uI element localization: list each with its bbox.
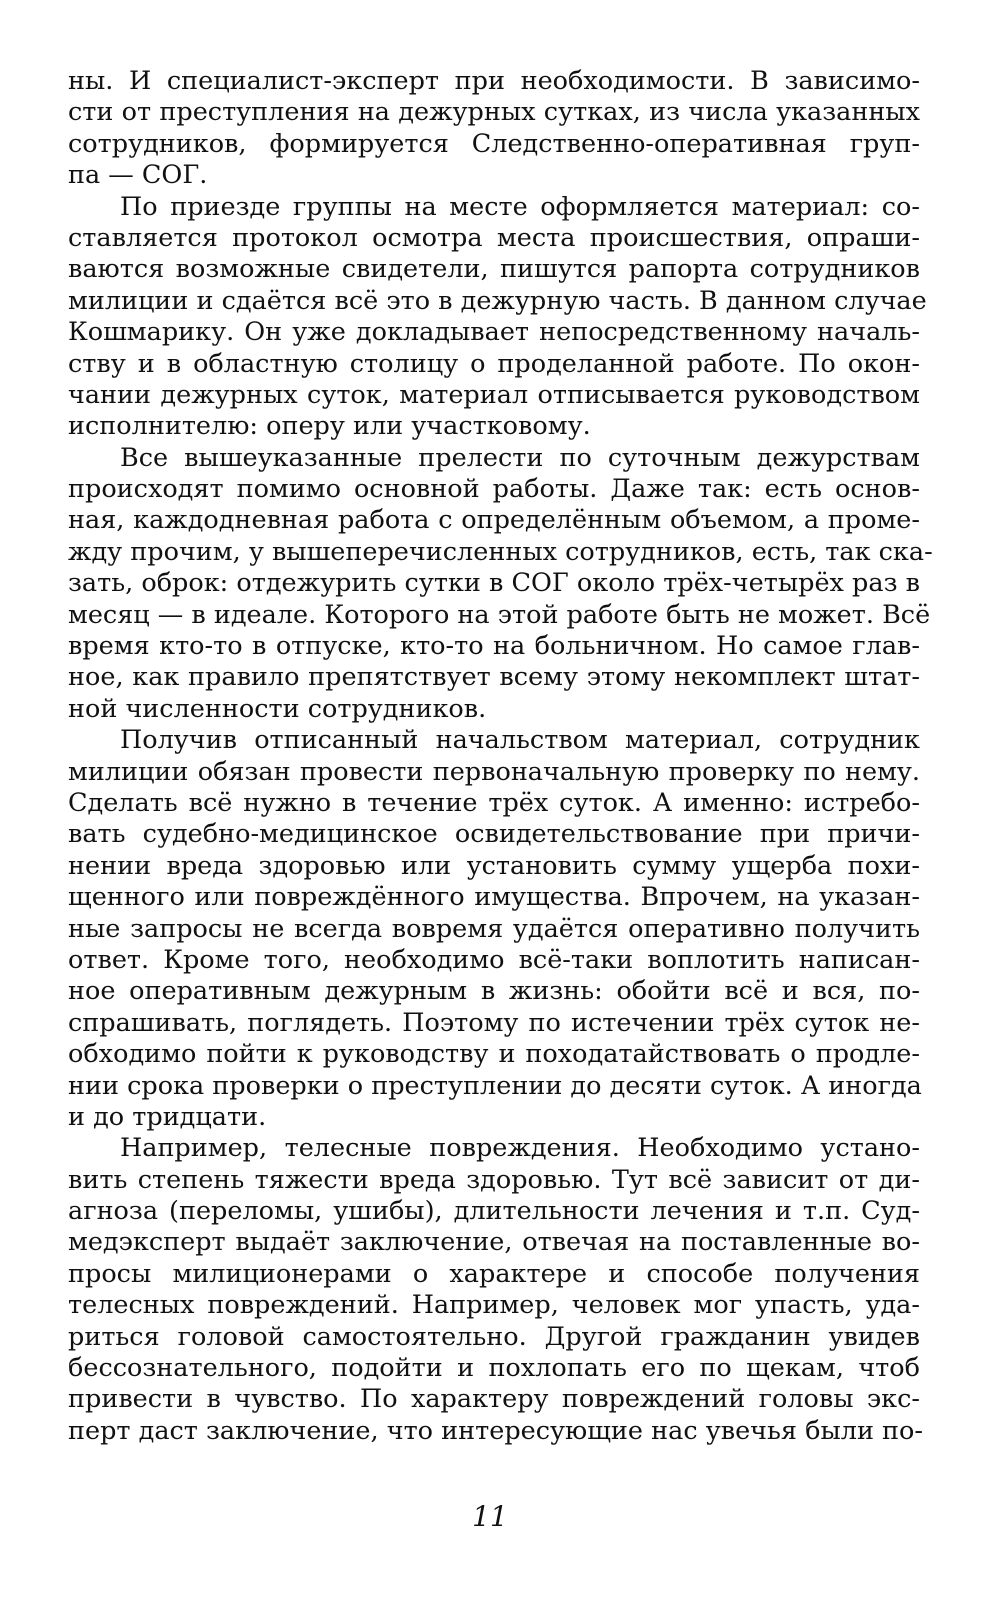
text-line: бессознательного, подойти и похлопать его по щекам, чтоб	[68, 1353, 920, 1384]
text-line: спрашивать, поглядеть. Поэтому по истечении трёх суток не-	[68, 1007, 920, 1038]
text-line: милиции и сдаётся всё это в дежурную часть. В данном случае	[68, 285, 927, 316]
text-line: жду прочим, у вышеперечисленных сотрудников, есть, так ска-	[68, 536, 933, 567]
text-line: щенного или повреждённого имущества. Впрочем, на указан-	[68, 882, 920, 913]
text-line: Сделать всё нужно в течение трёх суток. А именно: истребо-	[68, 787, 920, 818]
text-line: зать, оброк: отдежурить сутки в СОГ около трёх-четырёх раз в	[68, 568, 920, 599]
paragraph-first-line: Получив отписанный начальством материал, сотрудник	[120, 725, 920, 756]
text-line: па — СОГ.	[68, 160, 208, 191]
paragraph-first-line: Все вышеуказанные прелести по суточным дежурствам	[120, 442, 920, 473]
text-line: милиции обязан провести первоначальную проверку по нему.	[68, 756, 920, 787]
text-line: ные запросы не всегда вовремя удаётся оперативно получить	[68, 913, 920, 944]
text-line: ны. И специалист-эксперт при необходимости. В зависимо-	[68, 66, 920, 96]
text-line: обходимо пойти к руководству и походатайствовать о продле-	[68, 1039, 920, 1070]
text-line: ная, каждодневная работа с определённым объемом, а проме-	[68, 505, 920, 536]
text-line: сотрудников, формируется Следственно-оперативная груп-	[68, 128, 920, 159]
text-line: ставляется протокол осмотра места происшествия, опраши-	[68, 222, 920, 253]
text-line: ное оперативным дежурным в жизнь: обойти всё и вся, по-	[68, 976, 920, 1007]
text-line: просы милиционерами о характере и способе получения	[68, 1258, 920, 1289]
text-line: ваются возможные свидетели, пишутся рапорта сотрудников	[68, 254, 920, 285]
body-text	[68, 66, 933, 1447]
page-number: 11	[472, 1500, 508, 1533]
text-line: нении вреда здоровью или установить сумму ущерба похи-	[68, 850, 920, 881]
text-line: чании дежурных суток, материал отписывается руководством	[68, 379, 920, 410]
text-line: и до тридцати.	[68, 1101, 267, 1132]
text-line: перт даст заключение, что интересующие нас увечья были по-	[68, 1415, 924, 1446]
text-line: привести в чувство. По характеру повреждений головы экс-	[68, 1384, 920, 1415]
text-line: ству и в областную столицу о проделанной работе. По окон-	[68, 348, 920, 379]
text-line: ной численности сотрудников.	[68, 693, 487, 724]
text-line: вить степень тяжести вреда здоровью. Тут всё зависит от ди-	[68, 1164, 920, 1195]
paragraph-first-line: Например, телесные повреждения. Необходимо устано-	[120, 1133, 920, 1164]
text-line: нии срока проверки о преступлении до десяти суток. А иногда	[68, 1070, 922, 1101]
text-line: исполнителю: оперу или участковому.	[68, 411, 591, 442]
text-line: время кто-то в отпуске, кто-то на больничном. Но самое глав-	[68, 631, 920, 662]
text-line: риться головой самостоятельно. Другой гражданин увидев	[68, 1321, 920, 1352]
text-line: телесных повреждений. Например, человек мог упасть, уда-	[68, 1290, 920, 1321]
text-line: медэксперт выдаёт заключение, отвечая на поставленные во-	[68, 1227, 920, 1258]
text-line: сти от преступления на дежурных сутках, из числа указанных	[68, 97, 920, 128]
text-line: ное, как правило препятствует всему этому некомплект штат-	[68, 662, 920, 693]
text-line: ответ. Кроме того, необходимо всё-таки воплотить написан-	[68, 944, 920, 975]
text-line: вать судебно-медицинское освидетельствование при причи-	[68, 819, 920, 850]
text-line: Кошмарику. Он уже докладывает непосредственному началь-	[68, 317, 920, 348]
paragraph-first-line: По приезде группы на месте оформляется материал: со-	[120, 191, 920, 222]
text-line: месяц — в идеале. Которого на этой работе быть не может. Всё	[68, 599, 931, 630]
text-line: агноза (переломы, ушибы), длительности лечения и т.п. Суд-	[68, 1196, 920, 1227]
text-line: происходят помимо основной работы. Даже так: есть основ-	[68, 474, 920, 505]
